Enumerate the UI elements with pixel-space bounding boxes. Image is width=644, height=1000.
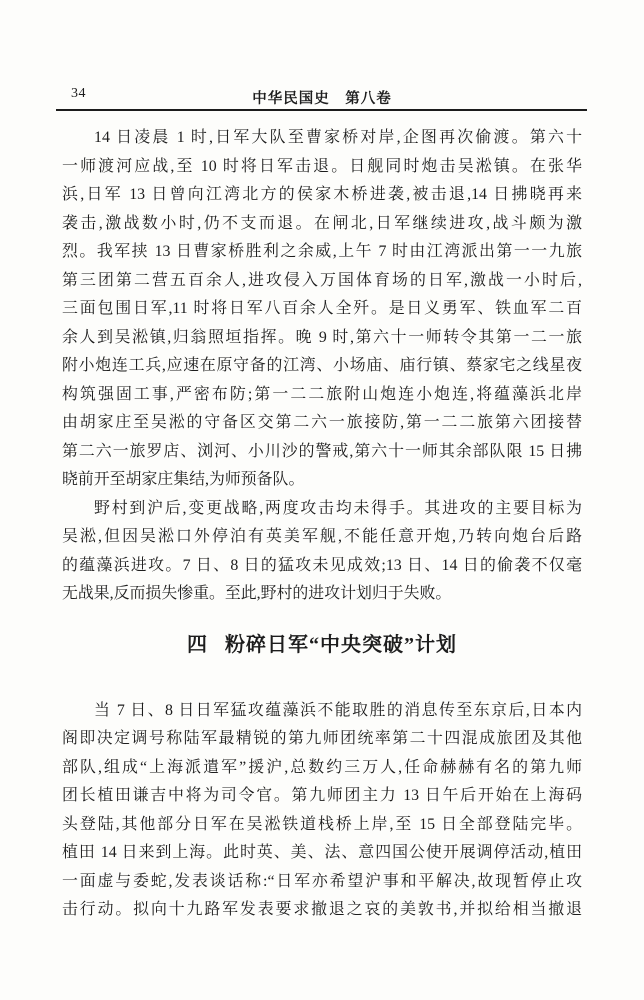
text-line: 余人到吴淞镇,归翁照垣指挥。晚 9 时,第六十一师转令其第一二一旅 xyxy=(62,328,582,346)
text-line: 构筑强固工事,严密布防;第一二二旅附山炮连小炮连,将蕴藻浜北岸 xyxy=(62,385,582,403)
text-line: 团长植田谦吉中将为司令官。第九师团主力 13 日午后开始在上海码 xyxy=(62,787,582,804)
text-line: 晓前开至胡家庄集结,为师预备队。 xyxy=(62,471,305,488)
text-line: 阁即决定调号称陆军最精锐的第九师团统率第二十四混成旅团及其他 xyxy=(62,730,582,747)
section-number: 四 xyxy=(187,633,208,656)
text-line: 的蕴藻浜进攻。7 日、8 日的猛攻未见成效;13 日、14 日的偷袭不仅毫 xyxy=(62,556,582,574)
text-line: 一面虚与委蛇,发表谈话称:“日军亦希望沪事和平解决,故现暂停止攻 xyxy=(62,872,582,890)
text-line: 击行动。拟向十九路军发表要求撤退之哀的美敦书,并拟给相当撤退 xyxy=(62,901,582,918)
text-line: 当 7 日、8 日日军猛攻蕴藻浜不能取胜的消息传至东京后,日本内 xyxy=(94,701,582,719)
text-line: 袭击,激战数小时,仍不支而退。在闸北,日军继续进攻,战斗颇为激 xyxy=(62,214,582,232)
text-line: 第三团第二营五百余人,进攻侵入万国体育场的日军,激战一小时后, xyxy=(62,271,582,289)
page-body xyxy=(62,124,582,925)
text-line: 第二六一旅罗店、浏河、小川沙的警戒,第六十一师其余部队限 15 日拂 xyxy=(62,442,582,460)
text-line: 吴淞,但因吴淞口外停泊有英美军舰,不能任意开炮,乃转向炮台后路 xyxy=(62,528,582,545)
text-line: 植田 14 日来到上海。此时英、美、法、意四国公使开展调停活动,植田 xyxy=(62,844,582,861)
section-heading xyxy=(62,629,582,661)
paragraph xyxy=(62,697,582,925)
running-head xyxy=(57,86,587,106)
paragraph xyxy=(62,124,582,495)
text-line: 浜,日军 13 日曾向江湾北方的侯家木桥进袭,被击退,14 日拂晓再来 xyxy=(62,186,582,203)
text-line: 一师渡河应战,至 10 时将日军击退。日舰同时炮击吴淞镇。在张华 xyxy=(62,157,582,175)
text-line: 野村到沪后,变更战略,两度攻击均未得手。其进攻的主要目标为 xyxy=(94,499,582,517)
text-line: 三面包围日军,11 时将日军八百余人全歼。是日义勇军、铁血军二百 xyxy=(62,300,582,317)
text-line: 无战果,反而损失惨重。至此,野村的进攻计划归于失败。 xyxy=(62,585,452,602)
paragraph xyxy=(62,495,582,609)
text-line: 烈。我军挟 13 日曹家桥胜利之余威,上午 7 时由江湾派出第一一九旅 xyxy=(62,243,582,260)
header-rule xyxy=(56,109,587,111)
paragraphs-after-heading xyxy=(62,697,582,925)
text-line: 由胡家庄至吴淞的守备区交第二六一旅接防,第一二二旅第六团接替 xyxy=(62,414,582,431)
text-line: 附小炮连工兵,应速在原守备的江湾、小场庙、庙行镇、蔡家宅之线星夜 xyxy=(62,357,582,374)
paragraphs-before-heading xyxy=(62,124,582,609)
text-line: 部队,组成“上海派遣军”援沪,总数约三万人,任命赫赫有名的第九师 xyxy=(62,758,582,776)
text-line: 14 日凌晨 1 时,日军大队至曹家桥对岸,企图再次偷渡。第六十 xyxy=(94,129,582,146)
page-number: 34 xyxy=(71,86,86,101)
running-title: 中华民国史 第八卷 xyxy=(252,91,392,107)
section-title: 粉碎日军“中央突破”计划 xyxy=(225,633,457,656)
text-line: 头登陆,其他部分日军在吴淞铁道栈桥上岸,至 15 日全部登陆完毕。 xyxy=(62,815,582,833)
